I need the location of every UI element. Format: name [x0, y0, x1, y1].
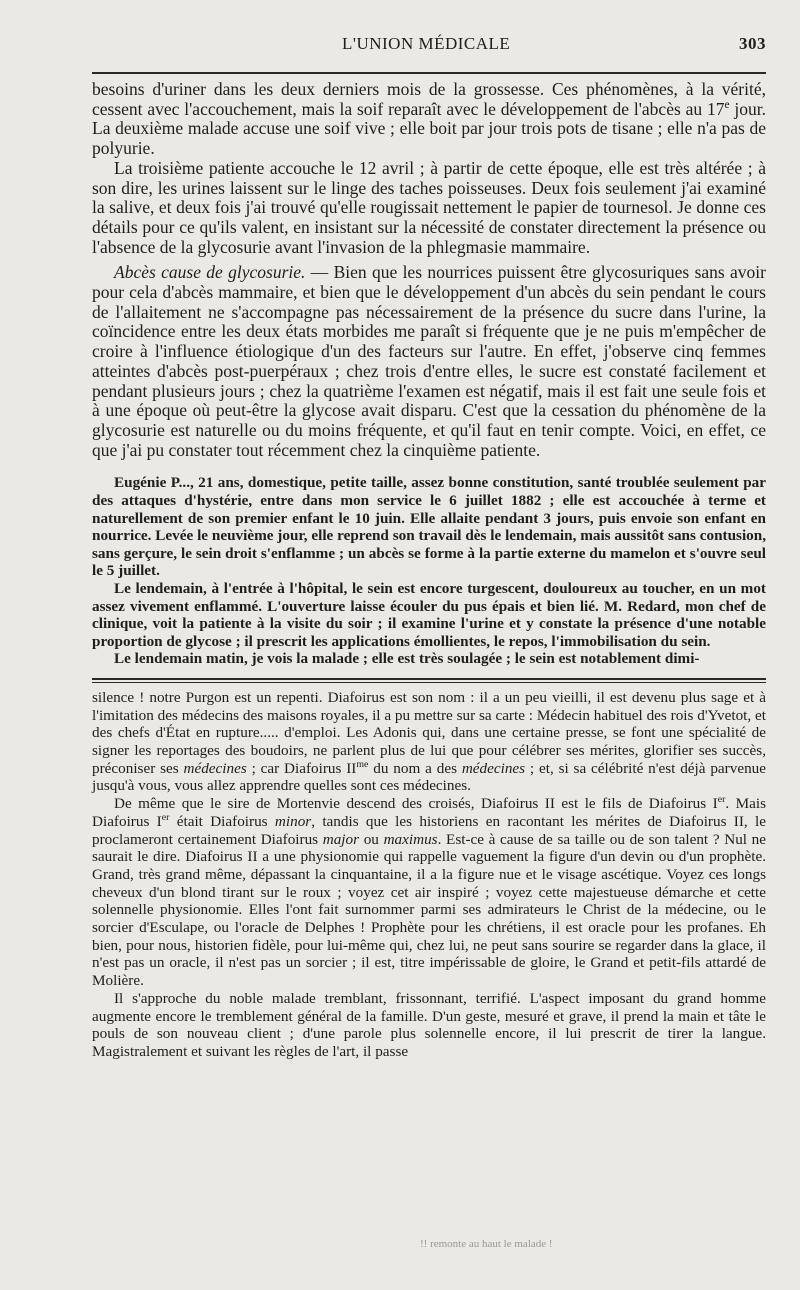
- text-run: . Est-ce à cause de sa taille ou de son talent ? Nul ne saurait le dire. Diafoirus II a une physionomie qui rappelle vaguement la figure d'un devin ou d'un prophète. Grand, très grand même, dépassant la cinquantaine, il a la figure nue et le visage ascétique. Voyez ces longs cheveux d'un blond tirant sur le roux ; voyez cet air inspiré ; voyez cette majestueuse démarche et cette solennelle physionomie. Elles l'ont fait surnommer parmi ses admirateurs le Christ de la médecine, ou le sorcier d'Esculape, ou l'oracle de Delphes ! Prophète pour les chrétiens, il est oracle pour les profanes. Eh bien, pour nous, historien fidèle, pour lui-même qui, chez lui, ne peut sans sourire se regarder dans la glace, il n'est pas un oracle, il n'est pas un sorcier ; il est, titre impérissable de gloire, le Grand et petit-fils attardé de Molière.: [92, 830, 767, 990]
- text-run: du nom a des: [368, 759, 462, 777]
- text-run: , tandis que les historiens en racontant les mérites de Diafoirus II, le proclameront certainement Diafoirus: [92, 812, 766, 848]
- text-run: était Diafoirus: [169, 812, 275, 830]
- rule-thin: [92, 682, 766, 683]
- paragraph: Le lendemain, à l'entrée à l'hôpital, le sein est encore turgescent, douloureux au toucher, en un mot assez vivement enflammé. L'ouverture laisse écouler du pus épais et bien lié. M. Redard, mon chef de clinique, voit la patiente à la visite du soir ; il examine l'urine et y constate la présence d'une notable proportion de glycose ; il prescrit les applications émollientes, le repos, l'immobilisation du sein.: [92, 579, 766, 650]
- italic-run: médecines: [183, 759, 247, 777]
- superscript: me: [356, 758, 369, 770]
- case-report: [92, 474, 766, 668]
- paragraph: [92, 795, 766, 990]
- paragraph: [92, 263, 766, 460]
- text-run: ; et, si sa célébrité n'est déjà parvenue jusqu'à vous, vous allez apprendre quelles sont ces médecines.: [92, 759, 766, 795]
- superscript: er: [717, 794, 726, 806]
- superscript: e: [724, 98, 730, 111]
- bleed-through-text: !! remonte au haut le malade !: [420, 1238, 553, 1250]
- paragraph: La troisième patiente accouche le 12 avril ; à partir de cette époque, elle est très altérée ; à son dire, les urines laissent sur le linge des taches poisseuses. Deux fois seulement j'ai examiné la salive, et deux fois j'ai trouvé qu'elle rougissait nettement le papier de tournesol. Je donne ces détails pour ce qu'ils valent, en insistant sur la nécessité de constater directement la présence ou l'absence de la glycosurie avant l'invasion de la phlegmasie mammaire.: [92, 157, 766, 257]
- page-number: 303: [739, 34, 766, 53]
- text-run: — Bien que les nourrices puissent être glycosuriques sans avoir pour cela d'abcès mammaire, et bien que le développement d'un abcès du sein pendant le cours de l'allaitement ne s'accompagne pas nécessairement de la présence du sucre dans l'urine, la coïncidence entre les deux états morbides me paraît si fréquente que je ne puis m'empêcher de croire à l'influence étiologique d'un des facteurs sur l'autre. En effet, j'observe cinq femmes atteintes d'abcès post-puerpéraux ; chez trois d'entre elles, le sucre est constaté facilement et pendant plusieurs jours ; chez la quatrième l'examen est négatif, mais il est fait une seule fois et à une époque où peut-être la glycose avait disparu. C'est que la cessation du phénomène de la glycosurie est naturelle ou du moins fréquente, et qu'il faut en tenir compte. Voici, en effet, ce que j'ai pu constater tout récemment chez la cinquième patiente.: [92, 262, 766, 460]
- text-run: jour. La deuxième malade accuse une soif vive ; elle boit par jour trois pots de tisane ; elle n'a pas de polyurie.: [92, 98, 766, 159]
- text-run: . Mais Diafoirus I: [92, 795, 766, 830]
- italic-run: minor: [274, 812, 312, 830]
- superscript: er: [161, 811, 170, 823]
- italic-run: maximus: [383, 830, 438, 848]
- main-article: [92, 80, 766, 460]
- paragraph: Eugénie P..., 21 ans, domestique, petite taille, assez bonne constitution, santé troublée seulement par des attaques d'hystérie, entre dans mon service le 6 juillet 1882 ; elle est accouchée à terme et naturellement de son premier enfant le 10 juin. Elle allaite pendant 3 jours, puis envoie son enfant en nourrice. Levée le neuvième jour, elle reprend son travail dès le lendemain, mais aussitôt sans contusion, sans gerçure, le sein droit s'enflamme ; un abcès se forme à la partie externe du mamelon et s'ouvre seul le 5 juillet.: [92, 474, 766, 580]
- paragraph: Le lendemain matin, je vois la malade ; elle est très soulagée ; le sein est notablement dimi-: [114, 650, 700, 668]
- running-head: [92, 34, 766, 60]
- rule-thick: [92, 678, 766, 680]
- feuilleton: [92, 689, 766, 1061]
- running-title: L'UNION MÉDICALE: [342, 34, 511, 53]
- text-run: besoins d'uriner dans les deux derniers mois de la grossesse. Ces phénomènes, à la vérité, cessent avec l'accouchement, mais la soif reparaît avec le développement de l'abcès au 17: [92, 79, 766, 119]
- feuilleton-separator: [92, 678, 766, 683]
- header-rule: [92, 72, 766, 74]
- paragraph: [92, 80, 766, 159]
- text-run: silence ! notre Purgon est un repenti. Diafoirus est son nom : il a un peu vieilli, il est devenu plus sage et à l'imitation des médecins des maisons royales, il a pu mettre sur sa carte : Médecin habituel des rois d'Yvetot, et des chefs d'État en rupture..... d'emploi. Les Adonis qui, dans une certaine presse, se font une spécialité de signer les reportages des boudoirs, ne parlent plus de lui que pour célébrer ses mérites, glorifier ses succès, préconiser ses: [92, 688, 766, 777]
- italic-run: major: [322, 830, 360, 848]
- text-run: ou: [359, 830, 384, 848]
- text-run: De même que le sire de Mortenvie descend des croisés, Diafoirus II est le fils de Diafoirus I: [114, 795, 718, 813]
- italic-run: médecines: [461, 759, 526, 777]
- paragraph: [92, 689, 766, 795]
- text-run: ; car Diafoirus II: [246, 759, 357, 777]
- paragraph: Il s'approche du noble malade tremblant, frissonnant, terrifié. L'aspect imposant du grand homme augmente encore le tremblement général de la famille. D'un geste, mesuré et grave, il prend la main et tâte le pouls de son nouveau client ; d'une parole plus solennelle encore, il lui prescrit de tirer la langue. Magistralement et suivant les règles de l'art, il passe: [92, 989, 766, 1060]
- section-heading: Abcès cause de glycosurie.: [114, 262, 306, 283]
